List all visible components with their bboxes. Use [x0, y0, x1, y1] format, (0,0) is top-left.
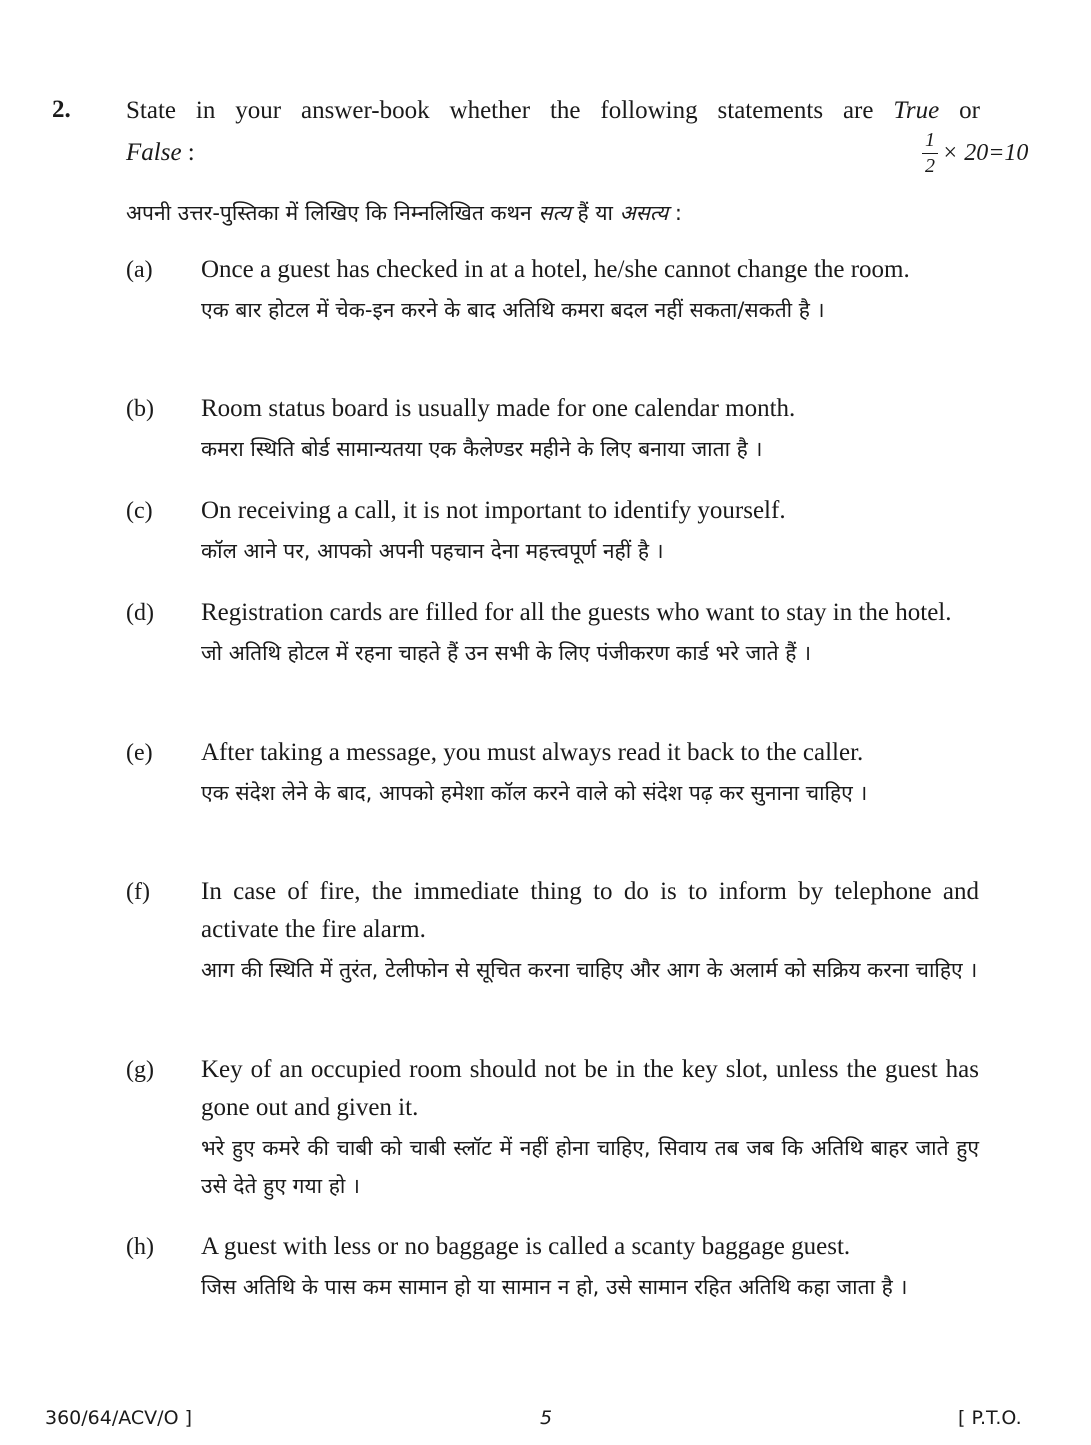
item-label: (a) [126, 257, 153, 283]
item-english: Key of an occupied room should not be in the key slot, unless the guest has gone out and given it. [201, 1056, 979, 1121]
item-english: Room status board is usually made for one calendar month. [201, 395, 796, 422]
item-label: (b) [126, 396, 154, 422]
item-body [201, 251, 979, 329]
false-word: False [126, 139, 182, 166]
item-english: Registration cards are filled for all the guests who want to stay in the hotel. [201, 599, 952, 626]
item-body [201, 390, 979, 468]
item-body [201, 1051, 979, 1205]
item-english: On receiving a call, it is not important to identify yourself. [201, 497, 786, 524]
question-instruction-line2 [126, 138, 195, 168]
hindi-instruction-text: अपनी उत्तर-पुस्तिका में लिखिए कि निम्नलिखित कथन [126, 201, 539, 225]
item-body [201, 873, 979, 989]
item-hindi: भरे हुए कमरे की चाबी को चाबी स्लॉट में नहीं होना चाहिए, सिवाय तब जब कि अतिथि बाहर जाते हुए उसे देते हुए गया हो । [201, 1136, 979, 1198]
item-hindi: कमरा स्थिति बोर्ड सामान्यतया एक कैलेण्डर महीने के लिए बनाया जाता है । [201, 437, 763, 461]
item-english: After taking a message, you must always read it back to the caller. [201, 739, 864, 766]
or-word: or [939, 97, 981, 124]
item-hindi: जो अतिथि होटल में रहना चाहते हैं उन सभी के लिए पंजीकरण कार्ड भरे जाते हैं । [201, 641, 812, 665]
item-hindi: कॉल आने पर, आपको अपनी पहचान देना महत्त्वपूर्ण नहीं है । [201, 539, 664, 563]
marks-total: × 20=10 [942, 140, 1029, 166]
item-body [201, 492, 979, 570]
marks-allocation [922, 128, 1042, 184]
item-hindi: जिस अतिथि के पास कम सामान हो या सामान न हो, उसे सामान रहित अतिथि कहा जाता है । [201, 1275, 908, 1299]
item-hindi: एक बार होटल में चेक-इन करने के बाद अतिथि कमरा बदल नहीं सकता/सकती है । [201, 298, 825, 322]
paper-code: 360/64/ACV/O ] [45, 1407, 192, 1429]
asatya-word: असत्य [619, 201, 669, 225]
fraction-numerator: 1 [922, 128, 938, 154]
item-hindi: एक संदेश लेने के बाद, आपको हमेशा कॉल करने वाले को संदेश पढ़ कर सुनाना चाहिए । [201, 781, 868, 805]
marks-fraction [922, 128, 938, 178]
item-body [201, 1228, 979, 1306]
satya-word: सत्य [538, 201, 571, 225]
item-label: (c) [126, 498, 153, 524]
item-label: (d) [126, 600, 154, 626]
fraction-denominator: 2 [925, 155, 935, 177]
item-label: (e) [126, 740, 153, 766]
true-word: True [893, 97, 940, 124]
hindi-instruction [126, 198, 682, 228]
item-english: In case of fire, the immediate thing to do is to inform by telephone and activate the fire alarm. [201, 878, 979, 943]
hindi-mid-text: हैं या [570, 201, 620, 225]
item-english: Once a guest has checked in at a hotel, he/she cannot change the room. [201, 256, 910, 283]
question-instruction-line1 [126, 96, 980, 126]
page-number: 5 [540, 1407, 553, 1429]
item-body [201, 594, 979, 672]
hindi-colon: : [668, 201, 682, 225]
instruction-text: State in your answer-book whether the following statements are [126, 97, 894, 124]
item-label: (h) [126, 1234, 154, 1260]
item-hindi: आग की स्थिति में तुरंत, टेलीफोन से सूचित करना चाहिए और आग के अलार्म को सक्रिय करना चाहिए । [201, 958, 978, 982]
item-label: (g) [126, 1057, 154, 1083]
question-number: 2. [52, 96, 71, 123]
item-label: (f) [126, 879, 150, 905]
item-body [201, 734, 979, 812]
item-english: A guest with less or no baggage is called a scanty baggage guest. [201, 1233, 851, 1260]
please-turn-over: [ P.T.O. [958, 1407, 1022, 1429]
colon: : [181, 139, 195, 166]
